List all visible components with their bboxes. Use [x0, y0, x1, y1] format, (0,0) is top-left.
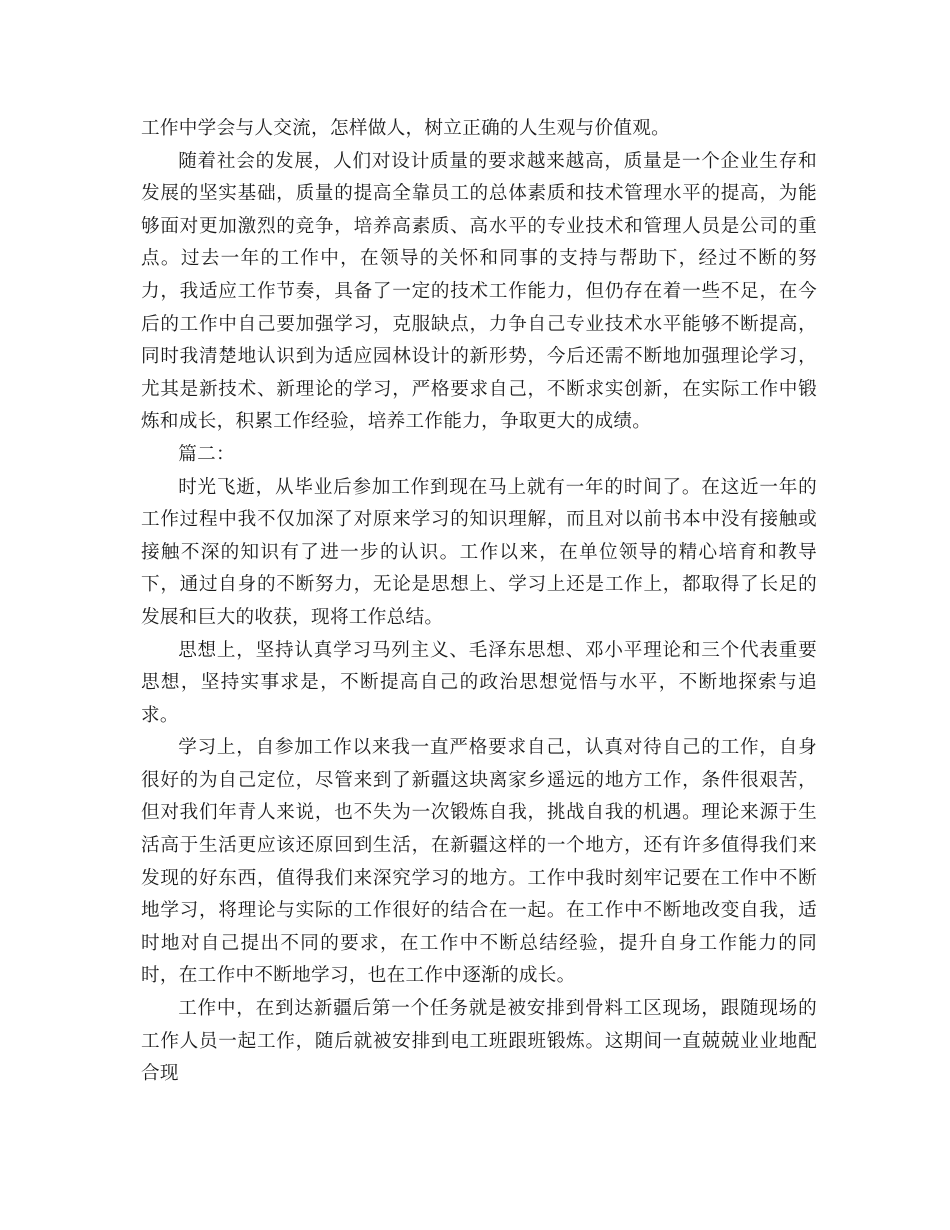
paragraph-continuation: 工作中学会与人交流，怎样做人，树立正确的人生观与价值观。 — [141, 118, 671, 139]
paragraph-study: 学习上，自参加工作以来我一直严格要求自己，认真对待自己的工作，自身很好的为自己定位，尽管来到了新疆这块离家乡遥远的地方工作，条件很艰苦，但对我们年青人来说，也不失为一次锻炼自我，挑战自我的机遇。理论来源于生活高于生活更应该还原回到生活，在新疆这样的一个地方，还有许多值得我们来发现的好东西，值得我们来深究学习的地方。工作中我时刻牢记要在工作中不断地学习，将理论与实际的工作很好的结合在一起。在工作中不断地改变自我，适时地对自己提出不同的要求，在工作中不断总结经验，提升自身工作能力的同时，在工作中不断地学习，也在工作中逐渐的成长。 — [141, 737, 817, 987]
paragraph-thought: 思想上，坚持认真学习马列主义、毛泽东思想、邓小平理论和三个代表重要思想，坚持实事求是，不断提高自己的政治思想觉悟与水平，不断地探索与追求。 — [141, 639, 817, 726]
paragraph-work: 工作中，在到达新疆后第一个任务就是被安排到骨料工区现场，跟随现场的工作人员一起工作，随后就被安排到电工班跟班锻炼。这期间一直兢兢业业地配合现 — [141, 998, 817, 1085]
paragraph-quality: 随着社会的发展，人们对设计质量的要求越来越高，质量是一个企业生存和发展的坚实基础，质量的提高全靠员工的总体素质和技术管理水平的提高，为能够面对更加激烈的竞争，培养高素质、高水平的专业技术和管理人员是公司的重点。过去一年的工作中，在领导的关怀和同事的支持与帮助下，经过不断的努力，我适应工作节奏，具备了一定的技术工作能力，但仍存在着一些不足，在今后的工作中自己要加强学习，克服缺点，力争自己专业技术水平能够不断提高，同时我清楚地认识到为适应园林设计的新形势，今后还需不断地加强理论学习，尤其是新技术、新理论的学习，严格要求自己，不断求实创新，在实际工作中锻炼和成长，积累工作经验，培养工作能力，争取更大的成绩。 — [141, 150, 817, 433]
document-body — [141, 113, 817, 1091]
section-heading: 篇二： — [178, 443, 235, 465]
paragraph-intro: 时光飞逝，从毕业后参加工作到现在马上就有一年的时间了。在这近一年的工作过程中我不仅加深了对原来学习的知识理解，而且对以前书本中没有接触或接触不深的知识有了进一步的认识。工作以来，在单位领导的精心培育和教导下，通过自身的不断努力，无论是思想上、学习上还是工作上，都取得了长足的发展和巨大的收获，现将工作总结。 — [141, 476, 817, 628]
